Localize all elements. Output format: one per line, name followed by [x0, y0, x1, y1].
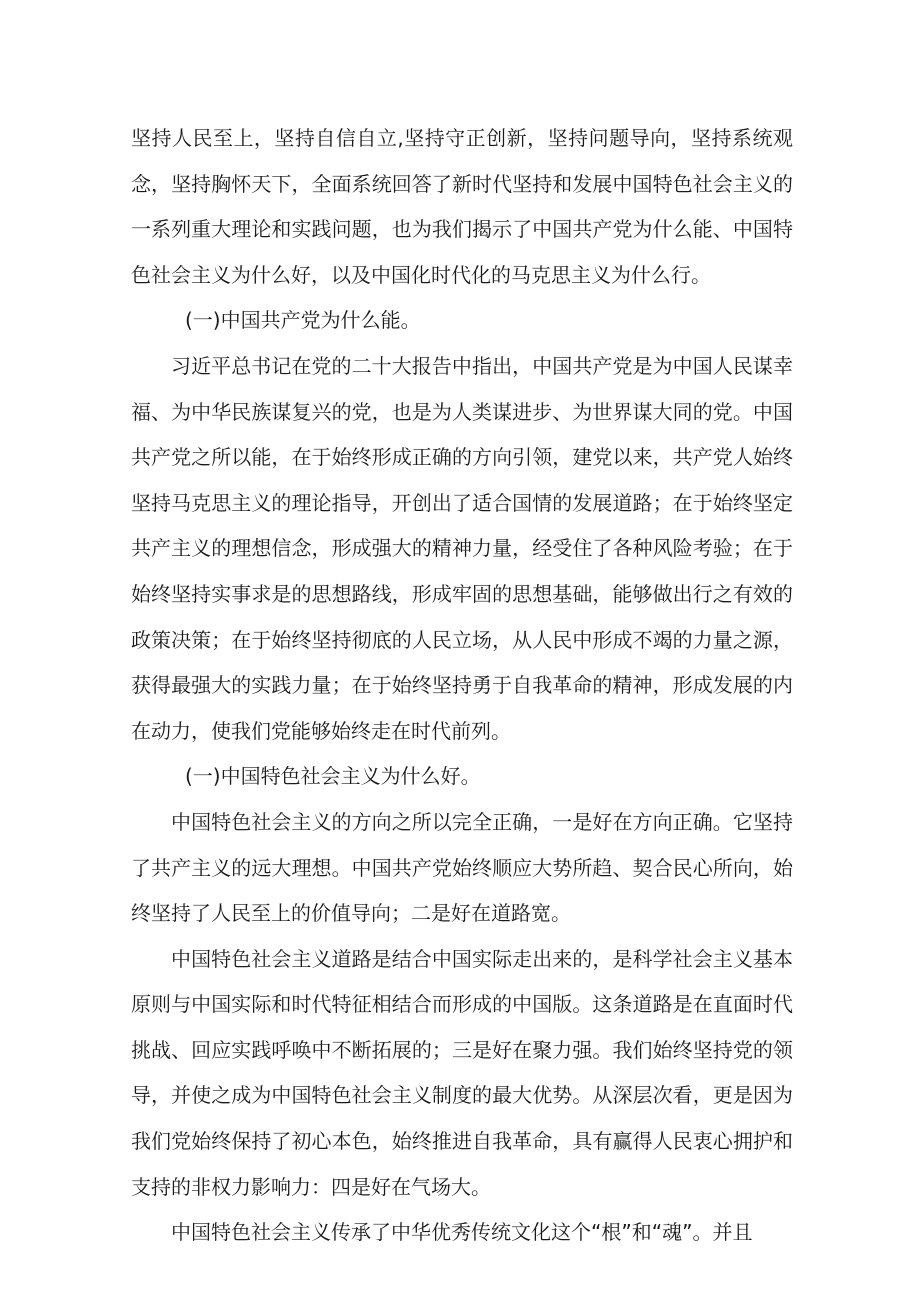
paragraph-party: 习近平总书记在党的二十大报告中指出，中国共产党是为中国人民谋幸福、为中华民族谋复兴的党，也是为人类谋进步、为世界谋大同的党。中国共产党之所以能，在于始终形成正确的方向引领，建党以来，共产党人始终坚持马克思主义的理论指导，开创出了适合国情的发展道路；在于始终坚定共产主义的理想信念，形成强大的精神力量，经受住了各种风险考验；在于始终坚持实事求是的思想路线，形成牢固的思想基础，能够做出行之有效的政策决策；在于始终坚持彻底的人民立场，从人民中形成不竭的力量之源，获得最强大的实践力量；在于始终坚持勇于自我革命的精神，形成发展的内在动力，使我们党能够始终走在时代前列。 — [131, 353, 793, 743]
document-body — [131, 116, 793, 1256]
section-heading-socialism: (一)中国特色社会主义为什么好。 — [185, 764, 481, 789]
paragraph-intro: 坚持人民至上，坚持自信自立,坚持守正创新，坚持问题导向，坚持系统观念，坚持胸怀天下，全面系统回答了新时代坚持和发展中国特色社会主义的一系列重大理论和实践问题，也为我们揭示了中国共产党为什么能、中国特色社会主义为什么好，以及中国化时代化的马克思主义为什么行。 — [131, 126, 793, 287]
paragraph-socialism-road: 中国特色社会主义道路是结合中国实际走出来的，是科学社会主义基本原则与中国实际和时代特征相结合而形成的中国版。这条道路是在直面时代挑战、回应实践呼唤中不断拓展的；三是好在聚力强。我们始终坚持党的领导，并使之成为中国特色社会主义制度的最大优势。从深层次看，更是因为我们党始终保持了初心本色，始终推进自我革命，具有赢得人民衷心拥护和支持的非权力影响力：四是好在气场大。 — [131, 946, 793, 1199]
paragraph-socialism-direction: 中国特色社会主义的方向之所以完全正确，一是好在方向正确。它坚持了共产主义的远大理想。中国共产党始终顺应大势所趋、契合民心所向，始终坚持了人民至上的价值导向；二是好在道路宽。 — [131, 809, 793, 926]
section-heading-party: (一)中国共产党为什么能。 — [185, 308, 421, 333]
paragraph-socialism-culture: 中国特色社会主义传承了中华优秀传统文化这个“根”和“魂”。并且 — [171, 1220, 753, 1245]
